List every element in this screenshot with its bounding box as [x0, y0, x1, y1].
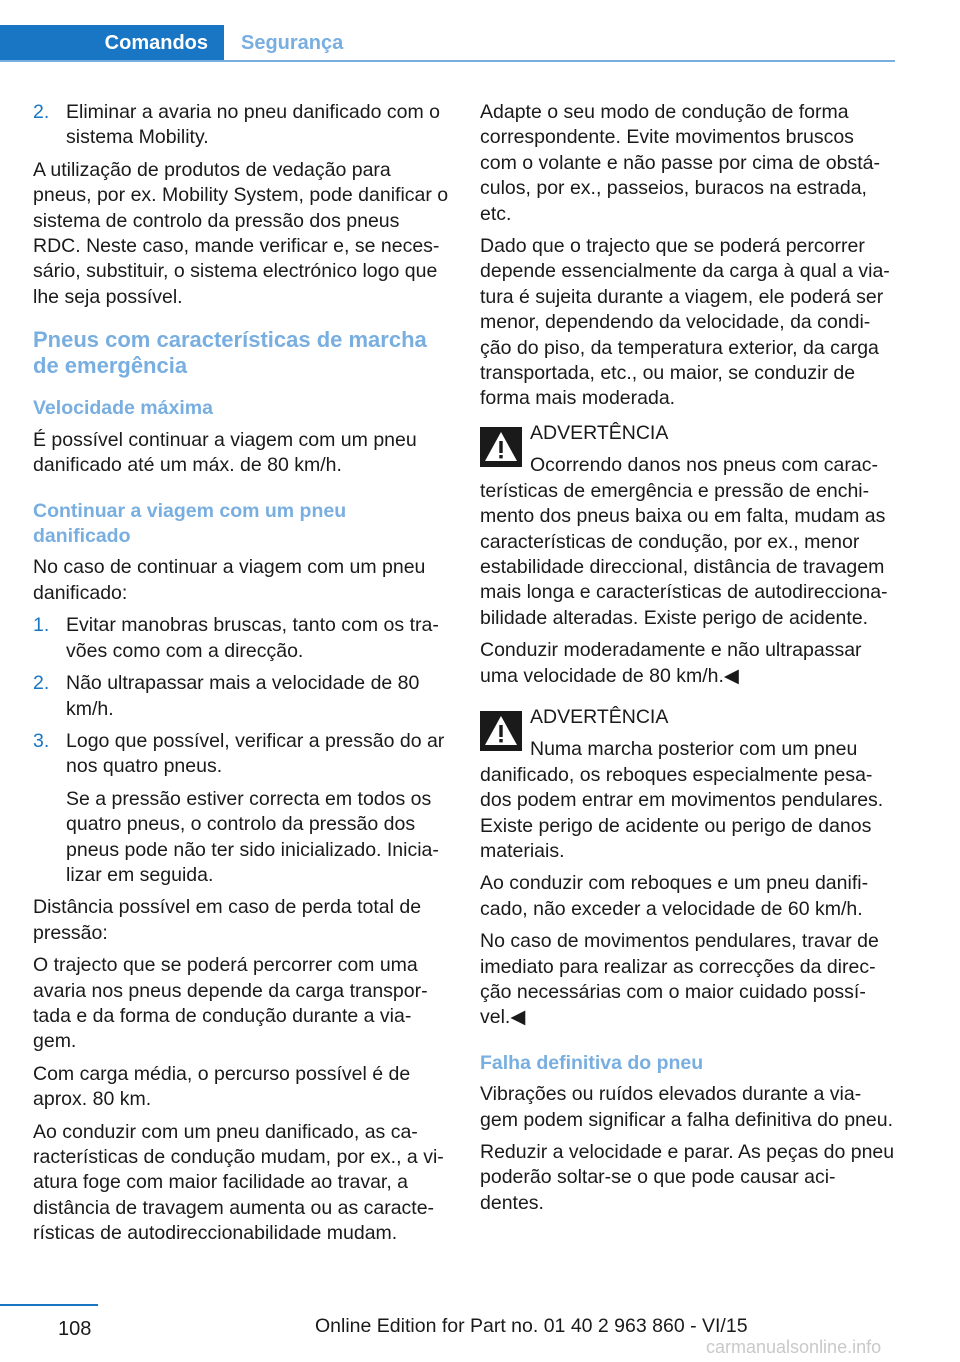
paragraph-route: O trajecto que se poderá percorrer com uma avaria nos pneus depende da carga transpor‐ tada e da forma de condução durante a via‐ gem.	[33, 954, 428, 1053]
warning-first-line: Numa marcha posterior com um pneu	[530, 738, 858, 761]
warning-triangle-icon	[480, 427, 522, 467]
list-text: Não ultrapassar mais a velocidade de 80 km/h.	[66, 672, 420, 720]
list-item	[33, 100, 449, 151]
page-number: 108	[58, 1318, 92, 1340]
tab-seguranca[interactable]: Segurança	[241, 31, 344, 54]
footer-rule	[0, 1304, 98, 1306]
paragraph-given: Dado que o trajecto que se poderá percorrer depende essencialmente da carga à qual a via‐ tura é sujeita durante a viagem, ele poderá ser menor, dependendo da velocidade, da condi‐ ção do piso, da temperatura exterior, da carga transportada, etc., ou maior, se conduzir de forma mais moderada.	[480, 235, 890, 410]
paragraph-load: Com carga média, o percurso possível é de aprox. 80 km.	[33, 1062, 411, 1111]
paragraph-reduce: Reduzir a velocidade e parar. As peças do pneu poderão soltar-se o que pode causar aci‐ dentes.	[480, 1141, 895, 1214]
watermark: carmanualsonline.info	[706, 1337, 882, 1357]
paragraph-continue: No caso de continuar a viagem com um pneu danificado:	[33, 556, 426, 604]
paragraph-vibration: Vibrações ou ruídos elevados durante a via‐ gem podem significar a falha definitiva do pneu.	[480, 1083, 894, 1131]
left-column	[33, 100, 449, 1254]
subheading-continue: Continuar a viagem com um pneu danificado	[33, 499, 347, 548]
section-heading-runflat: Pneus com características de marcha de emergência	[33, 327, 427, 378]
warning-text: danificado, os reboques especialmente pesa‐ dos podem entrar em movimentos pendulares. Existe perigo de acidente ou perigo de danos materiais.	[480, 763, 884, 862]
warning-triangle-icon	[480, 711, 522, 751]
warning-first-line: Ocorrendo danos nos pneus com carac‐	[530, 454, 878, 477]
list-number: 1.	[33, 614, 50, 637]
paragraph-moderate: Conduzir moderadamente e não ultrapassar uma velocidade de 80 km/h.◀	[480, 639, 862, 687]
list-text: Logo que possível, verificar a pressão do ar nos quatro pneus.	[66, 729, 445, 778]
subheading-max-speed: Velocidade máxima	[33, 397, 213, 420]
warning-block	[480, 705, 896, 864]
paragraph-handling: Ao conduzir com um pneu danificado, as ca‐ racterísticas de condução mudam, por ex., a vi‐ atura foge com maior facilidade ao travar, a distância de travagem aumenta ou as caracte‐ rísticas de autodireccionabilidade mudam.	[33, 1120, 444, 1245]
list-number: 2.	[33, 672, 50, 695]
header-divider	[0, 60, 895, 62]
paragraph-max-speed: É possível continuar a viagem com um pneu danificado até um máx. de 80 km/h.	[33, 428, 417, 477]
list-number: 2.	[33, 101, 50, 123]
list-subparagraph: Se a pressão estiver correcta em todos os quatro pneus, o controlo da pressão dos pneus pode não ter sido inicializado. Inicia‐ lizar em seguida.	[66, 787, 439, 886]
paragraph-distance: Distância possível em caso de perda total de pressão:	[33, 896, 422, 944]
subheading-tire-failure: Falha definitiva do pneu	[480, 1051, 704, 1074]
list-number: 3.	[33, 729, 50, 752]
paragraph-rdc: A utilização de produtos de vedação para pneus, por ex. Mobility System, pode danificar o sistema de controlo da pressão dos pneus RDC. Neste caso, mande verificar e, se neces‐ sário, substituir, o sistema electrónico logo que lhe seja possível.	[33, 158, 449, 308]
paragraph-pendulum: No caso de movimentos pendulares, travar de imediato para realizar as correcções da direc‐ ção necessárias com o maior cuidado possí‐ vel.◀	[480, 930, 879, 1029]
edition-note: Online Edition for Part no. 01 40 2 963 860 - VI/15	[315, 1315, 748, 1337]
paragraph-adapt: Adapte o seu modo de condução de forma correspondente. Evite movimentos bruscos com o volante e não passe por cima de obstá‐ culos, por ex., passeios, buracos na estrada, etc.	[480, 101, 880, 225]
list-item	[33, 729, 449, 780]
list-item	[33, 613, 449, 664]
list-text: Evitar manobras bruscas, tanto com os tra‐ vões como com a direcção.	[66, 614, 439, 662]
list-text: Eliminar a avaria no pneu danificado com o sistema Mobility.	[66, 101, 440, 149]
warning-block	[480, 421, 896, 631]
warning-text: terísticas de emergência e pressão de enchi‐ mento dos pneus baixa ou em falta, mudam as características de condução, por ex., menor estabilidade direccional, distância de travagem mais longa e características de autodirecciona‐ bilidade alteradas. Existe perigo de acidente.	[480, 479, 888, 629]
tab-comandos[interactable]: Comandos	[0, 25, 224, 61]
warning-title: ADVERTÊNCIA	[530, 421, 669, 444]
right-column	[480, 100, 896, 1223]
header-bar	[0, 0, 895, 62]
paragraph-trailer: Ao conduzir com reboques e um pneu danifi‐ cado, não exceder a velocidade de 60 km/h.	[480, 872, 869, 920]
warning-title: ADVERTÊNCIA	[530, 705, 669, 728]
list-item	[33, 671, 449, 722]
